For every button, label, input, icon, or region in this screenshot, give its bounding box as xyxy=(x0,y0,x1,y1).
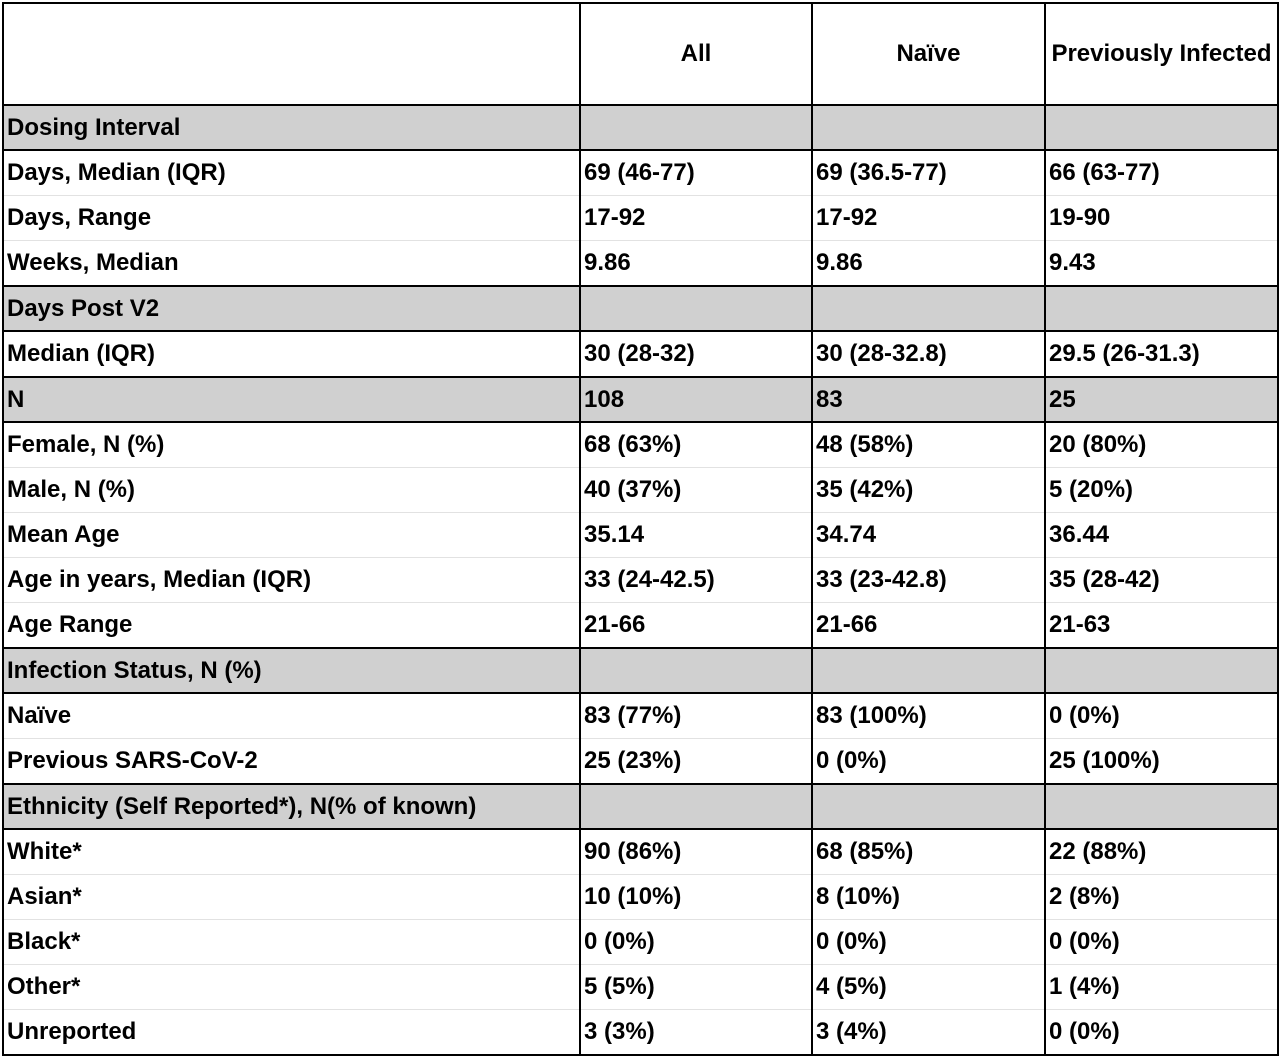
header-all: All xyxy=(580,3,812,105)
row-label: Male, N (%) xyxy=(3,468,580,513)
table-row xyxy=(3,739,1278,785)
row-label: Female, N (%) xyxy=(3,422,580,468)
table-row xyxy=(3,331,1278,377)
value-naive: 69 (36.5-77) xyxy=(812,150,1045,196)
value-previously-infected: 35 (28-42) xyxy=(1045,558,1278,603)
value-all xyxy=(580,784,812,829)
value-all: 3 (3%) xyxy=(580,1010,812,1056)
row-label: Days, Median (IQR) xyxy=(3,150,580,196)
row-label: Weeks, Median xyxy=(3,241,580,287)
table-row xyxy=(3,875,1278,920)
value-all: 21-66 xyxy=(580,603,812,649)
value-previously-infected xyxy=(1045,286,1278,331)
row-label: Days, Range xyxy=(3,196,580,241)
table-row xyxy=(3,150,1278,196)
value-naive: 3 (4%) xyxy=(812,1010,1045,1056)
value-all: 40 (37%) xyxy=(580,468,812,513)
value-naive: 33 (23-42.8) xyxy=(812,558,1045,603)
header-previously-infected: Previously Infected xyxy=(1045,3,1278,105)
value-previously-infected xyxy=(1045,105,1278,150)
value-all: 10 (10%) xyxy=(580,875,812,920)
demographics-table-container xyxy=(2,2,1277,1045)
value-previously-infected: 20 (80%) xyxy=(1045,422,1278,468)
value-naive: 48 (58%) xyxy=(812,422,1045,468)
value-naive: 17-92 xyxy=(812,196,1045,241)
table-row xyxy=(3,603,1278,649)
value-all: 0 (0%) xyxy=(580,920,812,965)
section-row xyxy=(3,784,1278,829)
value-naive: 21-66 xyxy=(812,603,1045,649)
table-row xyxy=(3,241,1278,287)
table-row xyxy=(3,1010,1278,1056)
value-naive: 9.86 xyxy=(812,241,1045,287)
row-label: Infection Status, N (%) xyxy=(3,648,580,693)
row-label: Median (IQR) xyxy=(3,331,580,377)
row-label: Age in years, Median (IQR) xyxy=(3,558,580,603)
value-previously-infected: 1 (4%) xyxy=(1045,965,1278,1010)
value-naive: 4 (5%) xyxy=(812,965,1045,1010)
section-row xyxy=(3,286,1278,331)
value-all: 68 (63%) xyxy=(580,422,812,468)
value-previously-infected: 25 xyxy=(1045,377,1278,422)
value-naive xyxy=(812,784,1045,829)
table-row xyxy=(3,513,1278,558)
value-previously-infected: 29.5 (26-31.3) xyxy=(1045,331,1278,377)
value-naive xyxy=(812,648,1045,693)
value-naive: 30 (28-32.8) xyxy=(812,331,1045,377)
row-label: N xyxy=(3,377,580,422)
demographics-table xyxy=(2,2,1279,1056)
value-naive xyxy=(812,286,1045,331)
value-previously-infected: 25 (100%) xyxy=(1045,739,1278,785)
table-body xyxy=(3,105,1278,1055)
value-naive: 83 xyxy=(812,377,1045,422)
value-naive: 8 (10%) xyxy=(812,875,1045,920)
table-row xyxy=(3,693,1278,739)
header-naive: Naïve xyxy=(812,3,1045,105)
value-naive: 83 (100%) xyxy=(812,693,1045,739)
value-naive: 0 (0%) xyxy=(812,739,1045,785)
row-label: Mean Age xyxy=(3,513,580,558)
value-previously-infected: 19-90 xyxy=(1045,196,1278,241)
row-label: White* xyxy=(3,829,580,875)
value-previously-infected: 2 (8%) xyxy=(1045,875,1278,920)
table-row xyxy=(3,558,1278,603)
value-previously-infected: 0 (0%) xyxy=(1045,693,1278,739)
value-previously-infected xyxy=(1045,648,1278,693)
value-naive: 68 (85%) xyxy=(812,829,1045,875)
value-previously-infected: 66 (63-77) xyxy=(1045,150,1278,196)
header-row xyxy=(3,3,1278,105)
value-all: 35.14 xyxy=(580,513,812,558)
value-all: 33 (24-42.5) xyxy=(580,558,812,603)
value-previously-infected: 22 (88%) xyxy=(1045,829,1278,875)
section-row xyxy=(3,648,1278,693)
value-all: 17-92 xyxy=(580,196,812,241)
row-label: Naïve xyxy=(3,693,580,739)
value-all: 90 (86%) xyxy=(580,829,812,875)
table-row xyxy=(3,196,1278,241)
header-corner-cell xyxy=(3,3,580,105)
value-all: 9.86 xyxy=(580,241,812,287)
row-label: Ethnicity (Self Reported*), N(% of known) xyxy=(3,784,580,829)
row-label: Black* xyxy=(3,920,580,965)
row-label: Days Post V2 xyxy=(3,286,580,331)
row-label: Previous SARS-CoV-2 xyxy=(3,739,580,785)
table-row xyxy=(3,920,1278,965)
value-previously-infected: 0 (0%) xyxy=(1045,920,1278,965)
value-all: 5 (5%) xyxy=(580,965,812,1010)
value-naive xyxy=(812,105,1045,150)
value-all: 30 (28-32) xyxy=(580,331,812,377)
row-label: Age Range xyxy=(3,603,580,649)
row-label: Asian* xyxy=(3,875,580,920)
value-previously-infected: 0 (0%) xyxy=(1045,1010,1278,1056)
value-previously-infected: 21-63 xyxy=(1045,603,1278,649)
row-label: Dosing Interval xyxy=(3,105,580,150)
value-all: 108 xyxy=(580,377,812,422)
value-all: 25 (23%) xyxy=(580,739,812,785)
value-naive: 34.74 xyxy=(812,513,1045,558)
table-row xyxy=(3,422,1278,468)
section-row xyxy=(3,377,1278,422)
row-label: Other* xyxy=(3,965,580,1010)
section-row xyxy=(3,105,1278,150)
value-all: 83 (77%) xyxy=(580,693,812,739)
value-previously-infected xyxy=(1045,784,1278,829)
row-label: Unreported xyxy=(3,1010,580,1056)
value-all xyxy=(580,648,812,693)
value-all: 69 (46-77) xyxy=(580,150,812,196)
value-all xyxy=(580,105,812,150)
table-row xyxy=(3,468,1278,513)
table-row xyxy=(3,965,1278,1010)
value-previously-infected: 5 (20%) xyxy=(1045,468,1278,513)
value-all xyxy=(580,286,812,331)
value-previously-infected: 9.43 xyxy=(1045,241,1278,287)
value-naive: 35 (42%) xyxy=(812,468,1045,513)
value-previously-infected: 36.44 xyxy=(1045,513,1278,558)
value-naive: 0 (0%) xyxy=(812,920,1045,965)
table-row xyxy=(3,829,1278,875)
